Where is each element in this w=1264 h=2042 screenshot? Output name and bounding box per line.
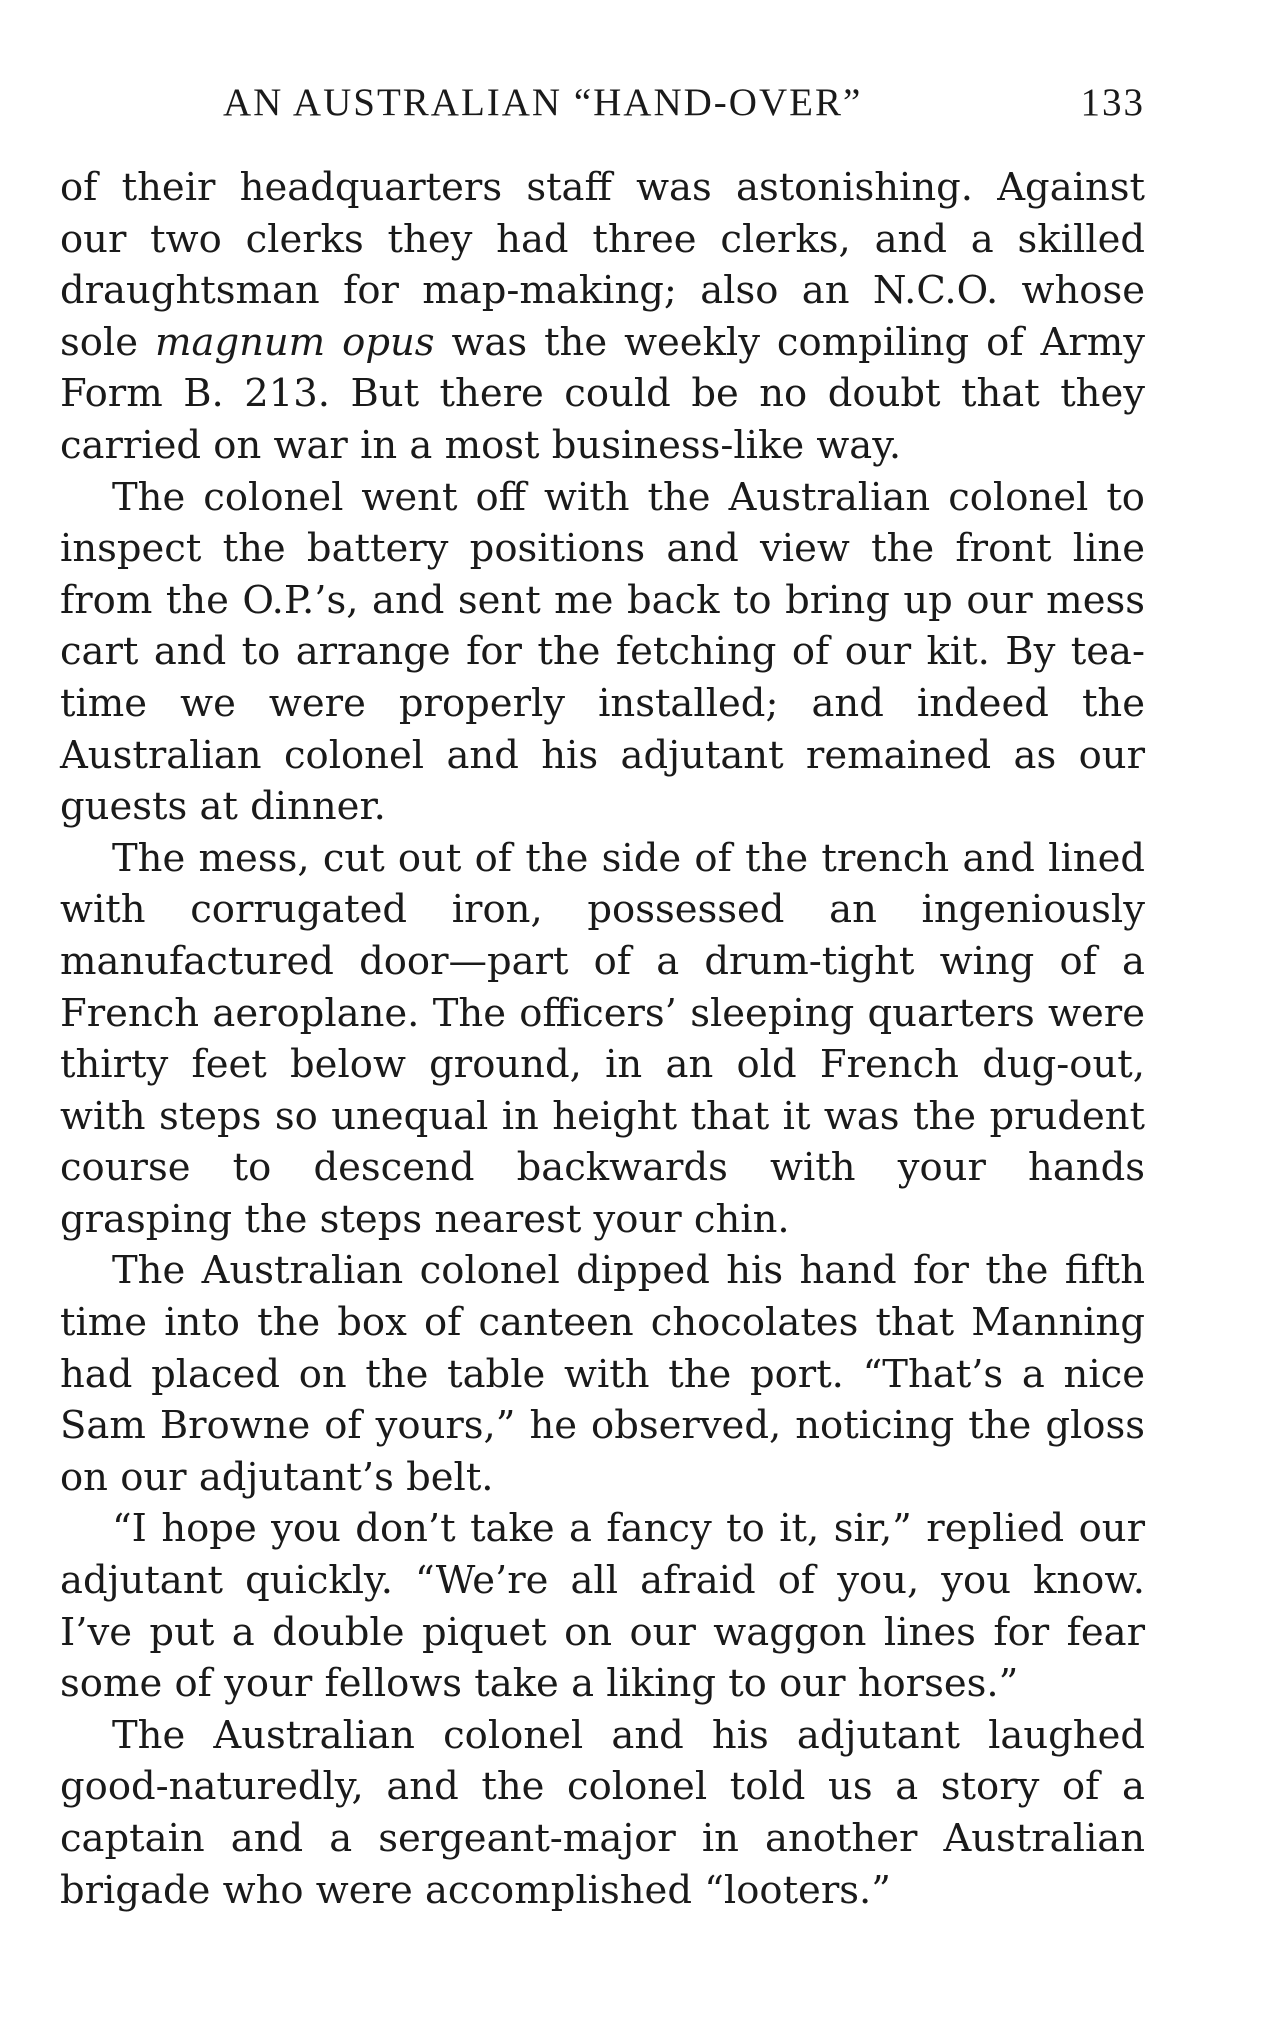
- paragraph: The mess, cut out of the side of the trench and lined with corrugated iron, possessed an ingeniously manufactured door—part of a drum-tight wing of a French aeroplane. The officers’ sleeping quarters were thirty feet below ground, in an old French dug-out, with steps so unequal in height that it was the prudent course to descend backwards with your hands grasping the steps nearest your chin.: [60, 835, 1145, 1242]
- page-number: 133: [1080, 81, 1145, 124]
- paragraph-text: of their headquarters staff was astonishing. Against our two clerks they had three clerks, and a skilled draughtsman for map-making; also an N.C.O. whose sole: [60, 165, 1145, 365]
- body-text: [60, 162, 1145, 1916]
- paragraph: The Australian colonel dipped his hand for the fifth time into the box of canteen chocolates that Manning had placed on the table with the port. “That’s a nice Sam Browne of yours,” he observed, noticing the gloss on our adjutant’s belt.: [60, 1248, 1145, 1500]
- italic-phrase: magnum opus: [154, 319, 435, 365]
- paragraph: “I hope you don’t take a fancy to it, sir,” replied our adjutant quickly. “We’re all afraid of you, you know. I’ve put a double piquet on our waggon lines for fear some of your fellows take a liking to our horses.”: [60, 1506, 1145, 1707]
- paragraph-text: was the weekly compiling of Army Form B. 213. But there could be no doubt that they carried on war in a most business-like way.: [60, 319, 1145, 468]
- running-title: AN AUSTRALIAN “HAND-OVER”: [223, 81, 863, 124]
- paragraph: The colonel went off with the Australian colonel to inspect the battery positions and view the front line from the O.P.’s, and sent me back to bring up our mess cart and to arrange for the fetching of our kit. By tea-time we were properly installed; and indeed the Australian colonel and his adjutant remained as our guests at dinner.: [60, 474, 1145, 830]
- paragraph-continued: [60, 162, 1145, 472]
- running-head: [60, 80, 1145, 140]
- paragraph: The Australian colonel and his adjutant laughed good-naturedly, and the colonel told us a story of a captain and a sergeant-major in another Australian brigade who were accomplished “looters.”: [60, 1712, 1145, 1913]
- book-page: [60, 80, 1145, 1916]
